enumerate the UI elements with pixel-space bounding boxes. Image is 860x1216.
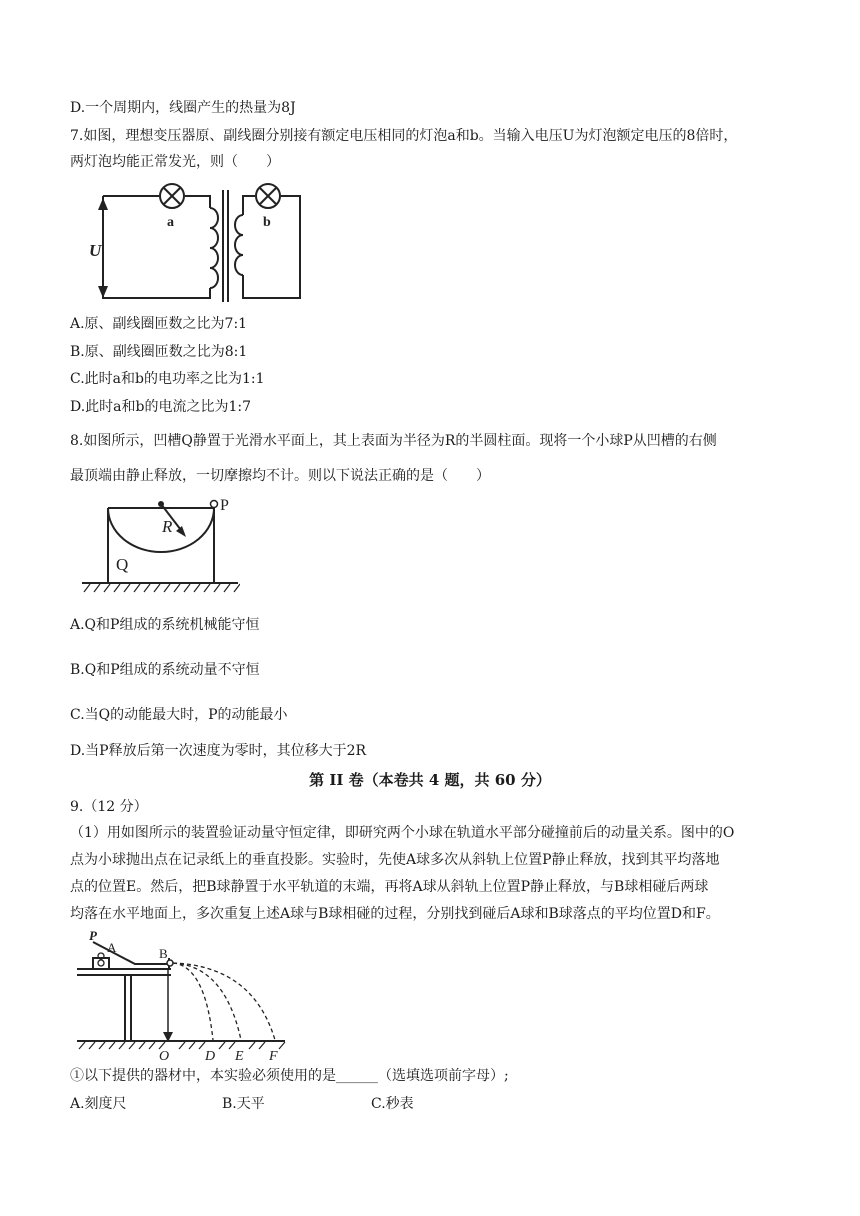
q9-part1-line1: （1）用如图所示的装置验证动量守恒定律，即研究两个小球在轨道水平部分碰撞前后的动量关系。图中的O <box>70 825 735 841</box>
q9-part1-line3: 点的位置E。然后，把B球静置于水平轨道的末端，再将A球从斜轨上位置P静止释放，与B球相碰后两球 <box>70 879 709 895</box>
q7-option-d: D.此时a和b的电流之比为1:7 <box>70 399 252 415</box>
label-P: P <box>89 928 97 943</box>
q8-option-c: C.当Q的动能最大时，P的动能最小 <box>70 707 288 723</box>
q9-apparatus-figure <box>75 928 295 1066</box>
label-B: B <box>159 946 168 961</box>
bulb-a-label: a <box>167 215 174 230</box>
q8-stem-line2: 最顶端由静止释放，一切摩擦均不计。则以下说法正确的是（ ） <box>70 468 490 484</box>
q9-part1-line2: 点为小球抛出点在记录纸上的垂直投影。实验时，先使A球多次从斜轨上位置P静止释放，找到其平均落地 <box>70 852 720 868</box>
q9-choice-c: C.秒表 <box>371 1096 414 1112</box>
label-O: O <box>159 1049 170 1062</box>
section2-title: 第 II 卷（本卷共 4 题，共 60 分） <box>309 771 551 789</box>
ball-label: P <box>220 497 229 514</box>
q7-option-c: C.此时a和b的电功率之比为1:1 <box>70 371 265 387</box>
q8-option-d: D.当P释放后第一次速度为零时，其位移大于2R <box>70 743 367 759</box>
label-E: E <box>235 1049 244 1062</box>
q9-choice-a: A.刻度尺 <box>70 1096 127 1112</box>
label-F: F <box>269 1049 278 1062</box>
q7-stem-line1: 7.如图，理想变压器原、副线圈分别接有额定电压相同的灯泡a和b。当输入电压U为灯泡额定电压的8倍时， <box>70 128 738 144</box>
q9-header: 9.（12 分） <box>70 799 148 815</box>
q9-part1-line4: 均落在水平地面上，多次重复上述A球与B球相碰的过程，分别找到碰后A球和B球落点的平均位置D和F。 <box>70 906 720 922</box>
q8-option-b: B.Q和P组成的系统动量不守恒 <box>70 662 260 678</box>
voltage-label: U <box>89 241 102 260</box>
q8-groove-figure <box>80 494 240 598</box>
radius-label: R <box>162 517 173 536</box>
q8-option-a: A.Q和P组成的系统机械能守恒 <box>70 617 260 633</box>
q7-option-a: A.原、副线圈匝数之比为7:1 <box>70 316 248 332</box>
groove-label: Q <box>116 555 129 574</box>
q7-stem-line2: 两灯泡均能正常发光，则（ ） <box>70 154 280 170</box>
q6-option-d: D.一个周期内，线圈产生的热量为8J <box>70 100 296 116</box>
q9-choice-b: B.天平 <box>222 1096 265 1112</box>
bulb-b-label: b <box>263 215 271 230</box>
label-A: A <box>107 940 117 955</box>
q9-sub1: ①以下提供的器材中，本实验必须使用的是______（选填选项前字母）; <box>70 1068 509 1084</box>
q7-option-b: B.原、副线圈匝数之比为8:1 <box>70 344 248 360</box>
label-D: D <box>205 1049 216 1062</box>
q7-transformer-figure <box>75 180 315 310</box>
q8-stem-line1: 8.如图所示，凹槽Q静置于光滑水平面上，其上表面为半径为R的半圆柱面。现将一个小球P从凹槽的右侧 <box>70 433 717 449</box>
